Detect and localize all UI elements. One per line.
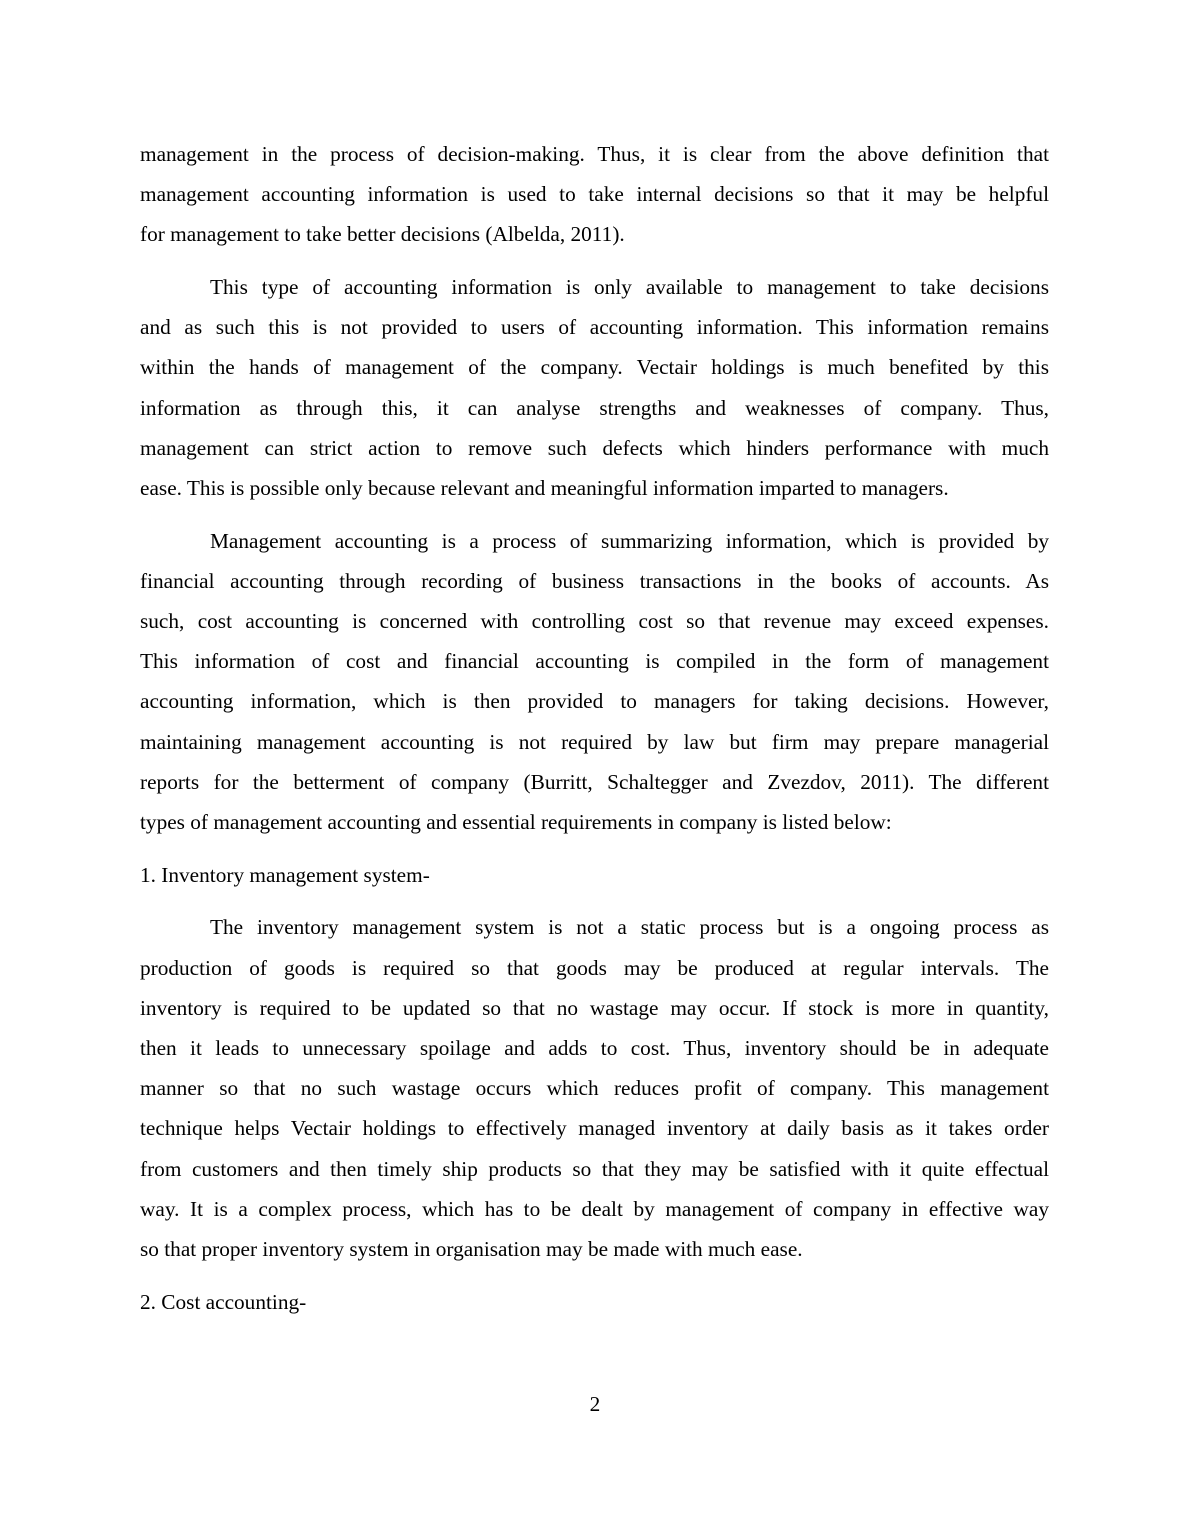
text-line: manner so that no such wastage occurs which reduces profit of company. This management — [140, 1076, 1049, 1101]
text-line: such, cost accounting is concerned with controlling cost so that revenue may exceed expenses. — [140, 609, 1049, 634]
text-line: for management to take better decisions (Albelda, 2011). — [140, 222, 625, 247]
paragraph — [140, 521, 1049, 843]
paragraph — [140, 134, 1049, 255]
text-line: management accounting information is used to take internal decisions so that it may be helpful — [140, 182, 1049, 207]
text-line: This type of accounting information is only available to management to take decisions — [210, 275, 1049, 300]
text-line: then it leads to unnecessary spoilage and adds to cost. Thus, inventory should be in adequate — [140, 1035, 1049, 1060]
text-line: management can strict action to remove such defects which hinders performance with much — [140, 435, 1049, 460]
text-line: technique helps Vectair holdings to effectively managed inventory at daily basis as it takes order — [140, 1116, 1049, 1141]
paragraph — [140, 267, 1049, 508]
text-line: reports for the betterment of company (Burritt, Schaltegger and Zvezdov, 2011). The different — [140, 769, 1049, 794]
text-line: types of management accounting and essential requirements in company is listed below: — [140, 810, 892, 834]
text-line: 2. Cost accounting- — [140, 1289, 307, 1314]
text-line: from customers and then timely ship products so that they may be satisfied with it quite effectual — [140, 1156, 1049, 1181]
text-line: way. It is a complex process, which has to be dealt by management of company in effective way — [140, 1196, 1049, 1221]
paragraph — [140, 907, 1049, 1269]
text-line: inventory is required to be updated so that no wastage may occur. If stock is more in quantity, — [140, 995, 1049, 1020]
section-heading — [140, 855, 1049, 895]
text-line: information as through this, it can analyse strengths and weaknesses of company. Thus, — [140, 395, 1049, 420]
section-heading — [140, 1282, 1049, 1322]
text-line: management in the process of decision-making. Thus, it is clear from the above definition that — [140, 142, 1049, 166]
text-line: within the hands of management of the company. Vectair holdings is much benefited by this — [140, 355, 1049, 380]
text-line: ease. This is possible only because relevant and meaningful information imparted to managers. — [140, 476, 949, 500]
page-number: 2 — [589, 1392, 601, 1416]
document-body — [140, 134, 1049, 1334]
text-line: maintaining management accounting is not required by law but firm may prepare managerial — [140, 729, 1049, 754]
text-line: This information of cost and financial accounting is compiled in the form of management — [140, 649, 1049, 674]
text-line: so that proper inventory system in organisation may be made with much ease. — [140, 1236, 803, 1261]
text-line: 1. Inventory management system- — [140, 862, 430, 887]
text-line: Management accounting is a process of summarizing information, which is provided by — [210, 528, 1049, 553]
text-line: production of goods is required so that goods may be produced at regular intervals. The — [140, 955, 1049, 980]
text-line: The inventory management system is not a static process but is a ongoing process as — [210, 915, 1049, 940]
text-line: financial accounting through recording of business transactions in the books of accounts. As — [140, 568, 1049, 593]
text-line: accounting information, which is then provided to managers for taking decisions. However, — [140, 689, 1049, 714]
text-line: and as such this is not provided to users of accounting information. This information remains — [140, 315, 1049, 340]
